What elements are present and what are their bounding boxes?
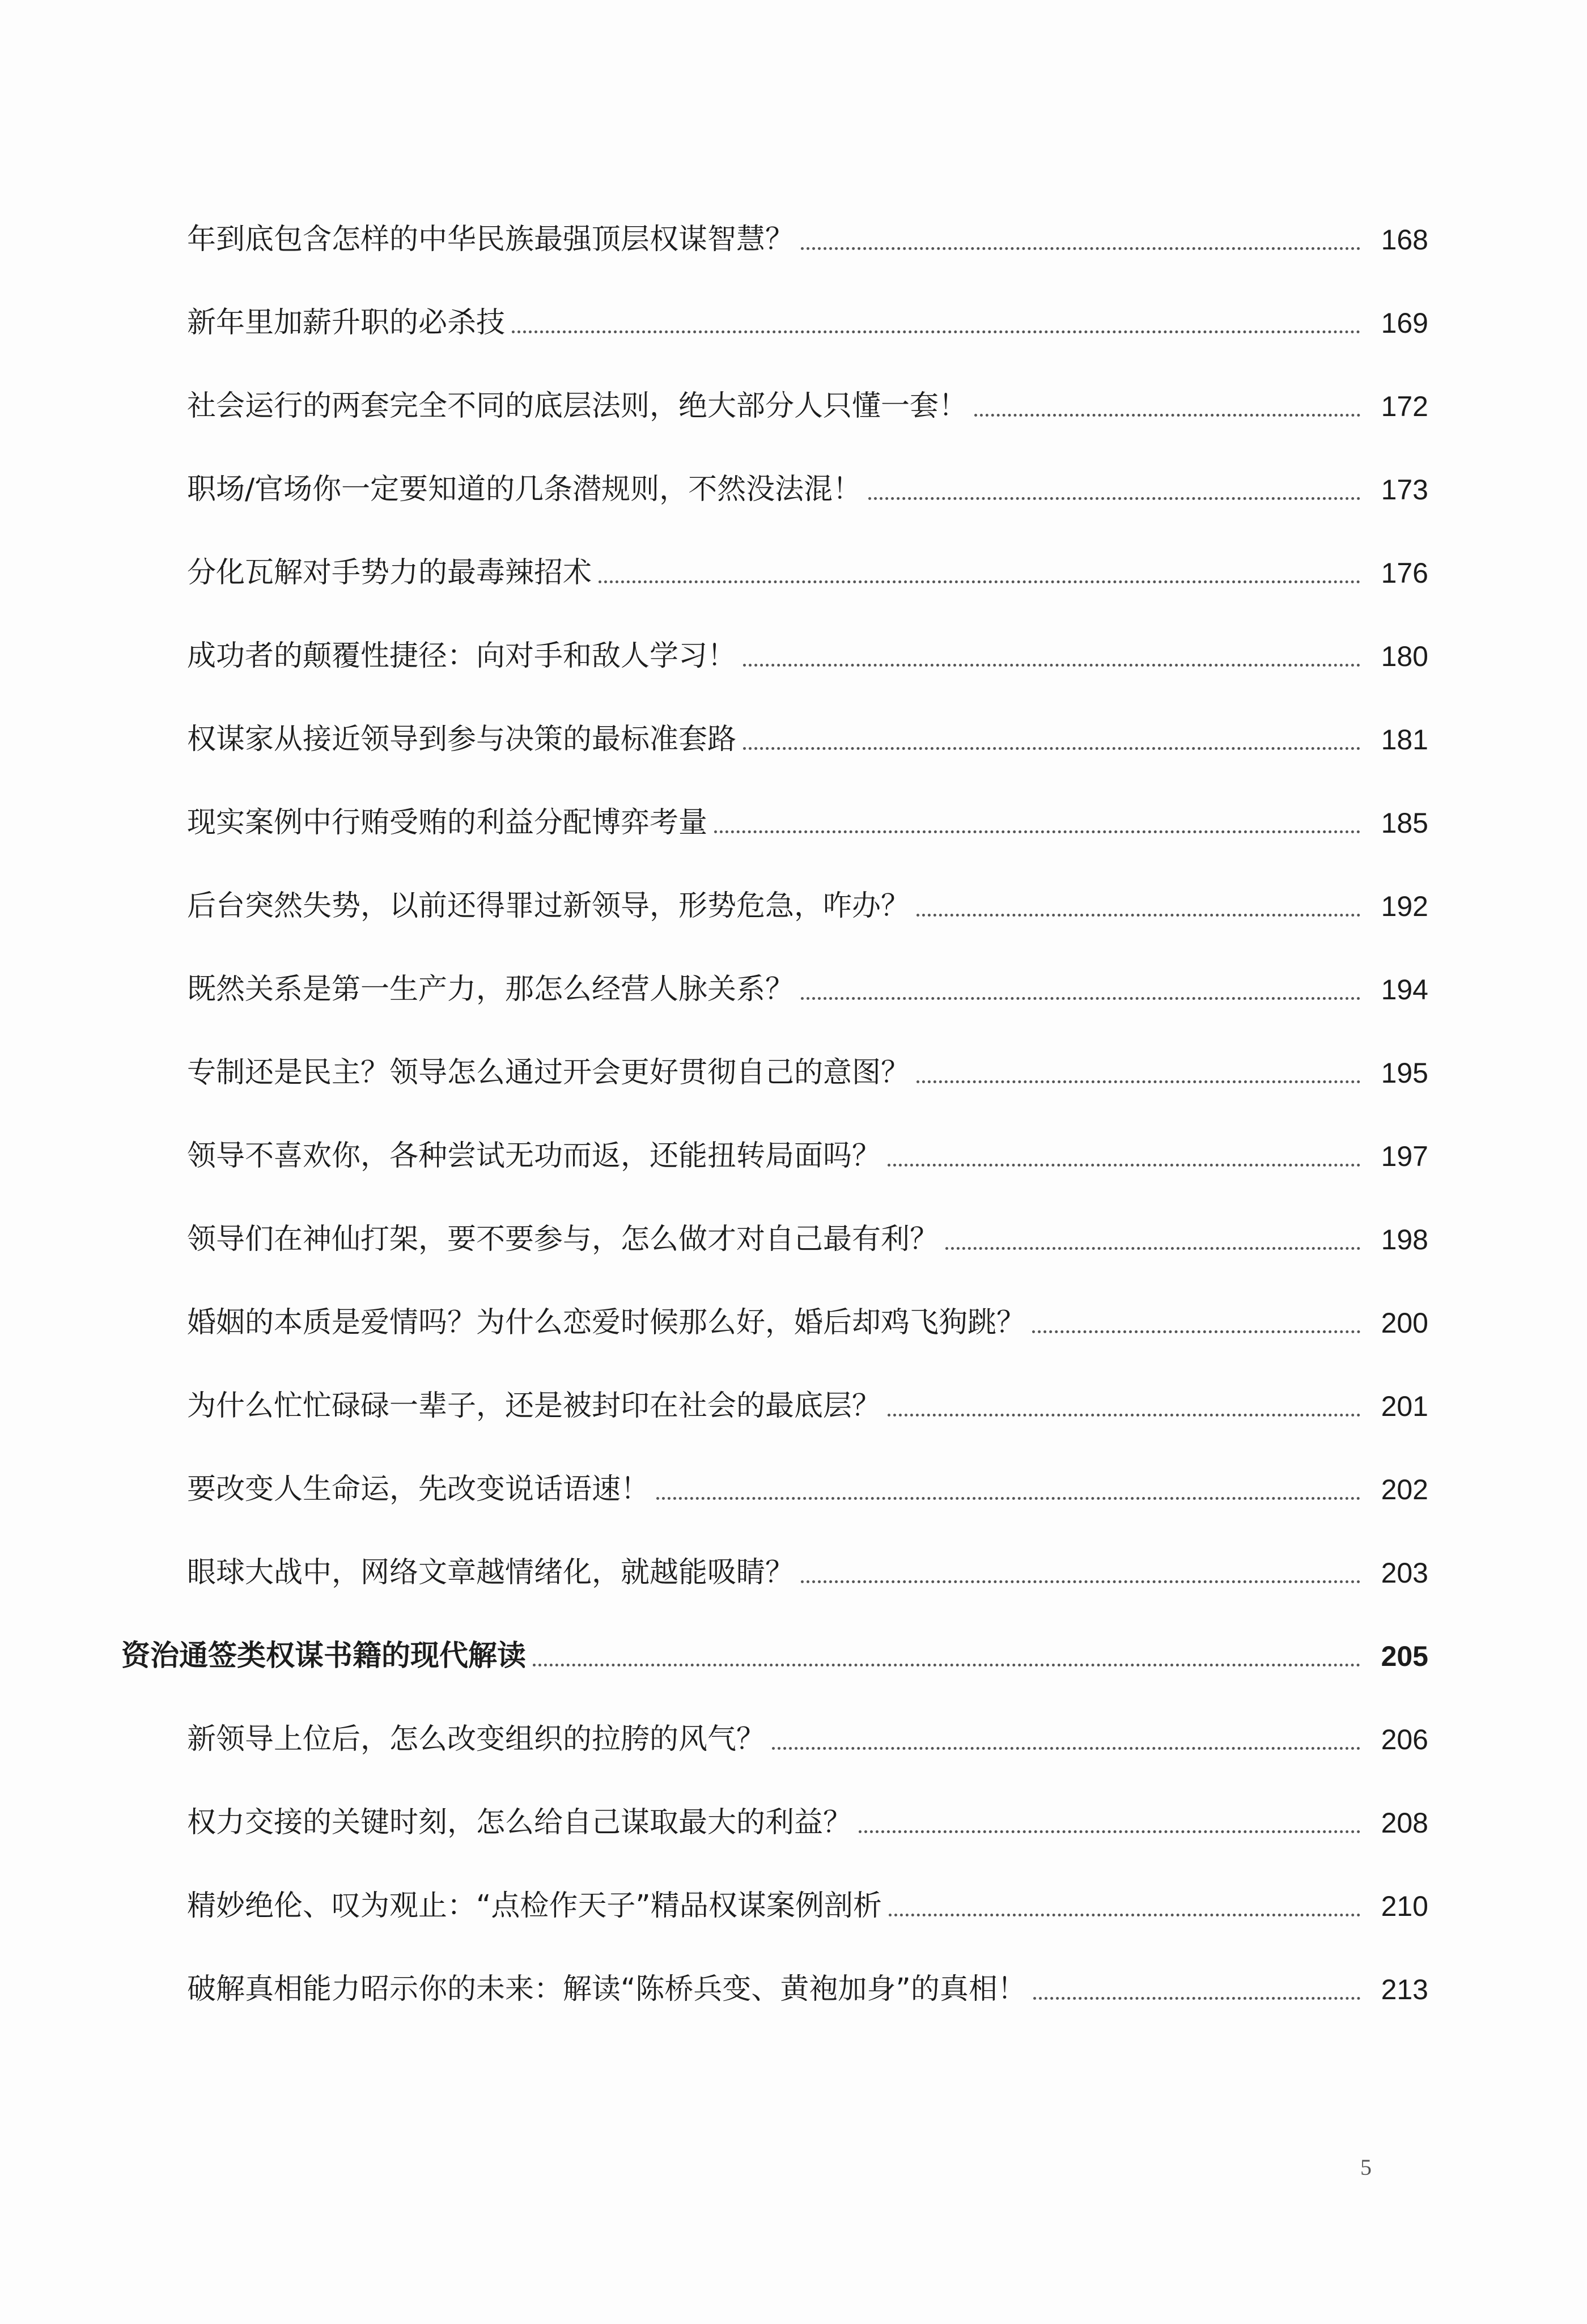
toc-entry[interactable] xyxy=(187,296,1428,341)
toc-entry-title: 资治通签类权谋书籍的现代解读 xyxy=(121,1639,527,1673)
toc-entry-page-number: 169 xyxy=(1381,307,1428,339)
toc-dot-leader xyxy=(1033,1997,1360,2000)
toc-entry-page-number: 168 xyxy=(1381,224,1428,256)
toc-entry[interactable] xyxy=(187,1796,1428,1841)
toc-entry[interactable] xyxy=(187,1462,1428,1508)
toc-entry[interactable] xyxy=(187,1712,1428,1758)
toc-entry-title: 破解真相能力昭示你的未来：解读“陈桥兵变、黄袍加身”的真相！ xyxy=(187,1973,1026,2006)
toc-entry-title: 要改变人生命运，先改变说话语速！ xyxy=(187,1473,650,1506)
toc-dot-leader xyxy=(889,1914,1360,1916)
toc-entry[interactable] xyxy=(187,1379,1428,1424)
toc-entry[interactable] xyxy=(187,1546,1428,1591)
toc-entry-title: 精妙绝伦、叹为观止：“点检作天子”精品权谋案例剖析 xyxy=(187,1889,882,1923)
toc-entry[interactable] xyxy=(187,1046,1428,1091)
toc-entry-title: 权谋家从接近领导到参与决策的最标准套路 xyxy=(187,723,737,756)
toc-entry-title: 权力交接的关键时刻，怎么给自己谋取最大的利益？ xyxy=(187,1806,852,1839)
toc-entry-page-number: 201 xyxy=(1381,1390,1428,1422)
toc-entry-page-number: 180 xyxy=(1381,641,1428,672)
toc-entry[interactable] xyxy=(187,879,1428,924)
toc-entry-title: 成功者的颠覆性捷径：向对手和敌人学习！ xyxy=(187,639,737,673)
toc-entry-title: 年到底包含怎样的中华民族最强顶层权谋智慧？ xyxy=(187,223,795,256)
toc-entry-page-number: 200 xyxy=(1381,1307,1428,1339)
toc-entry-title: 后台突然失势，以前还得罪过新领导，形势危急，咋办？ xyxy=(187,889,910,923)
toc-entry-page-number: 181 xyxy=(1381,724,1428,756)
toc-entry[interactable] xyxy=(187,463,1428,508)
toc-entry-page-number: 198 xyxy=(1381,1224,1428,1256)
toc-dot-leader xyxy=(512,330,1360,333)
toc-dot-leader xyxy=(801,247,1360,250)
toc-entry-page-number: 197 xyxy=(1381,1140,1428,1172)
toc-entry-title: 现实案例中行贿受贿的利益分配博弈考量 xyxy=(187,806,708,839)
toc-entry[interactable] xyxy=(187,213,1428,258)
toc-entry-title: 为什么忙忙碌碌一辈子，还是被封印在社会的最底层？ xyxy=(187,1389,881,1423)
toc-dot-leader xyxy=(801,1580,1360,1583)
toc-dot-leader xyxy=(772,1747,1360,1750)
toc-dot-leader xyxy=(801,997,1360,1000)
toc-dot-leader xyxy=(743,747,1360,750)
toc-entry-page-number: 206 xyxy=(1381,1724,1428,1755)
toc-dot-leader xyxy=(888,1164,1360,1167)
toc-dot-leader xyxy=(916,1080,1360,1083)
toc-dot-leader xyxy=(945,1247,1360,1250)
toc-entry-page-number: 205 xyxy=(1381,1640,1428,1672)
toc-dot-leader xyxy=(974,414,1360,417)
toc-entry-title: 职场/官场你一定要知道的几条潜规则，不然没法混！ xyxy=(187,473,862,506)
toc-entry[interactable] xyxy=(187,796,1428,841)
toc-entry[interactable] xyxy=(187,1129,1428,1174)
toc-entry-page-number: 185 xyxy=(1381,807,1428,839)
toc-entry-page-number: 202 xyxy=(1381,1474,1428,1505)
toc-entry-page-number: 195 xyxy=(1381,1057,1428,1089)
toc-entry[interactable] xyxy=(187,546,1428,591)
toc-entry[interactable] xyxy=(187,1212,1428,1258)
toc-entry-page-number: 173 xyxy=(1381,474,1428,506)
toc-entry[interactable] xyxy=(187,713,1428,758)
toc-dot-leader xyxy=(916,914,1360,917)
toc-entry-page-number: 213 xyxy=(1381,1974,1428,2005)
toc-entry[interactable] xyxy=(187,379,1428,425)
toc-entry-page-number: 208 xyxy=(1381,1807,1428,1839)
toc-dot-leader xyxy=(859,1830,1360,1833)
toc-dot-leader xyxy=(1032,1330,1360,1333)
toc-entry[interactable] xyxy=(187,629,1428,675)
toc-entry-title: 新领导上位后，怎么改变组织的拉胯的风气？ xyxy=(187,1723,766,1756)
toc-entry-title: 领导们在神仙打架，要不要参与，怎么做才对自己最有利？ xyxy=(187,1223,939,1256)
toc-entry-page-number: 210 xyxy=(1381,1890,1428,1922)
toc-entry-page-number: 192 xyxy=(1381,890,1428,922)
toc-entry-title: 既然关系是第一生产力，那怎么经营人脉关系？ xyxy=(187,973,795,1006)
toc-dot-leader xyxy=(868,497,1360,500)
toc-entry-title: 专制还是民主？领导怎么通过开会更好贯彻自己的意图？ xyxy=(187,1056,910,1089)
toc-dot-leader xyxy=(599,580,1360,583)
toc-entry[interactable] xyxy=(187,1879,1428,1924)
toc-entry-page-number: 203 xyxy=(1381,1557,1428,1589)
page-number: 5 xyxy=(1360,2155,1372,2180)
toc-entry-title: 新年里加薪升职的必杀技 xyxy=(187,306,506,340)
toc-dot-leader xyxy=(714,830,1360,833)
toc-section-heading[interactable] xyxy=(121,1629,1428,1674)
toc-entry-title: 婚姻的本质是爱情吗？为什么恋爱时候那么好，婚后却鸡飞狗跳？ xyxy=(187,1306,1026,1339)
toc-entry-title: 分化瓦解对手势力的最毒辣招术 xyxy=(187,556,592,590)
toc-dot-leader xyxy=(888,1414,1360,1417)
toc-entry-title: 社会运行的两套完全不同的底层法则，绝大部分人只懂一套！ xyxy=(187,389,968,423)
toc-dot-leader xyxy=(743,664,1360,667)
toc-dot-leader xyxy=(656,1497,1360,1500)
toc-entry[interactable] xyxy=(187,1296,1428,1341)
toc-entry[interactable] xyxy=(187,962,1428,1008)
toc-entry-page-number: 194 xyxy=(1381,974,1428,1006)
toc-entry-page-number: 172 xyxy=(1381,391,1428,422)
toc-entry[interactable] xyxy=(187,1962,1428,2008)
toc-entry-title: 眼球大战中，网络文章越情绪化，就越能吸睛？ xyxy=(187,1556,795,1589)
toc-entry-title: 领导不喜欢你，各种尝试无功而返，还能扭转局面吗？ xyxy=(187,1139,881,1173)
toc-entry-page-number: 176 xyxy=(1381,557,1428,589)
toc-dot-leader xyxy=(533,1664,1360,1666)
